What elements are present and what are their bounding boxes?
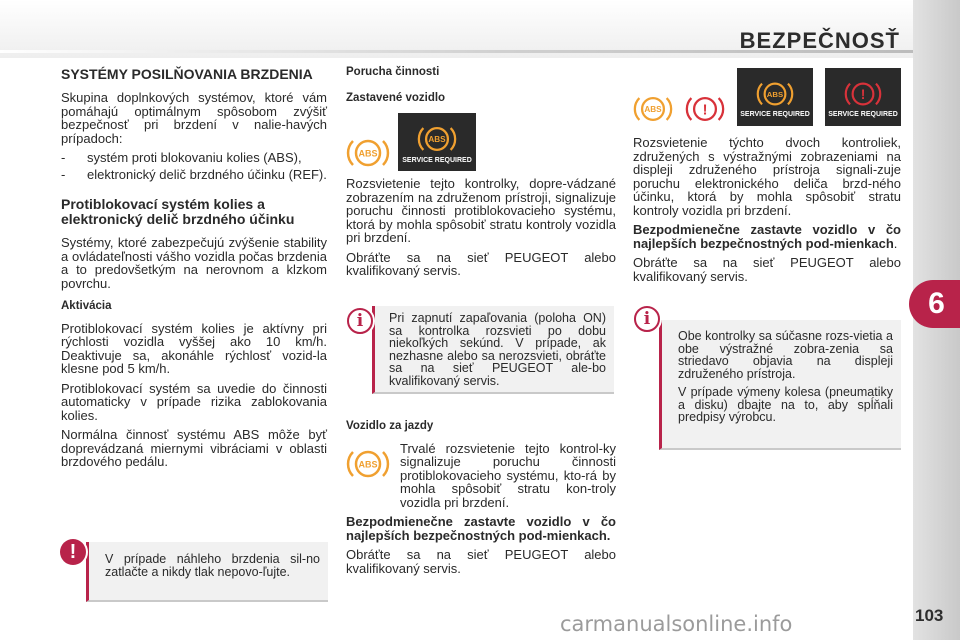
ref-icons xyxy=(633,68,901,126)
information-icon: i xyxy=(632,304,662,334)
abs-warning-icon xyxy=(633,92,673,126)
driving-paragraph-1: Trvalé rozsvietenie tejto kontrol-ky signalizuje poruchu činnosti protiblokovacieho systému, kto-rá by mohla spôsobiť stratu kon-troly vozidla pri brzdení. xyxy=(400,440,616,510)
list-item xyxy=(61,151,327,165)
warning-note xyxy=(86,542,328,602)
svg-text:ABS: ABS xyxy=(358,459,378,469)
abs-warning-icon xyxy=(417,122,457,156)
driving-bold-instruction: Bezpodmienečne zastavte vozidlo v čo najlepších bezpečnostných pod-mienkach. xyxy=(346,514,616,543)
service-required-label: SERVICE REQUIRED xyxy=(828,110,898,118)
abs-warning-icon xyxy=(346,135,390,171)
column-braking-systems xyxy=(61,66,327,475)
watermark: carmanualsonline.info xyxy=(560,612,793,636)
intro-paragraph: Skupina doplnkových systémov, ktoré vám pomáhajú optimálnym spôsobom zvýšiť bezpečnosť pri brzdení v nalie-havých prípadoch: xyxy=(61,90,327,146)
section-title: SYSTÉMY POSILŇOVANIA BRZDENIA xyxy=(61,66,313,82)
list-item-text: elektronický delič brzdného účinku (REF). xyxy=(87,166,327,182)
driving-icon-row xyxy=(346,442,616,516)
svg-text:ABS: ABS xyxy=(644,105,662,115)
activation-paragraph-3: Normálna činnosť systému ABS môže byť doprevádzaná miernymi vibráciami v oblasti brzdového pedálu. xyxy=(61,427,327,469)
info-note-text-2: V prípade výmeny kolesa (pneumatiky a disku) dbajte na to, aby spĺňali predpisy výrobcu. xyxy=(678,385,893,424)
info-note-indicators xyxy=(659,320,901,450)
list-item-text: systém proti blokovaniu kolies (ABS), xyxy=(87,150,302,165)
stopped-paragraph-2: Obráťte sa na sieť PEUGEOT alebo kvalifikovaný servis. xyxy=(346,249,616,278)
driving-heading: Vozidlo za jazdy xyxy=(346,420,434,432)
ref-paragraph-1: Rozsvietenie týchto dvoch kontroliek, združených s výstražnými zobrazeniami na displeji združeného prístroja signali-zuje poruchu elektronického deliča brzd-ného účinku, ktorá by mohla spôsobiť stratu kontroly vozidla pri brzdení. xyxy=(633,135,901,218)
service-required-abs-display xyxy=(398,113,476,171)
page-title: BEZPEČNOSŤ xyxy=(739,28,900,53)
abs-warning-icon xyxy=(346,446,390,482)
abs-warning-icon xyxy=(756,78,794,110)
driving-paragraph-2: Obráťte sa na sieť PEUGEOT alebo kvalifikovaný servis. xyxy=(346,547,616,576)
ref-bold-tail: . xyxy=(893,235,898,251)
brake-warning-icon xyxy=(844,78,882,110)
information-icon: i xyxy=(345,306,375,336)
stopped-vehicle-heading: Zastavené vozidlo xyxy=(346,91,446,104)
service-required-label: SERVICE REQUIRED xyxy=(740,110,810,118)
stopped-icons xyxy=(346,113,616,171)
ref-bold-instruction xyxy=(633,223,901,250)
exclamation-warning-icon: ! xyxy=(58,537,88,567)
column-malfunction xyxy=(346,66,616,284)
ref-bold-text: Bezpodmienečne zastavte vozidlo v čo najlepších bezpečnostných pod-mienkach xyxy=(633,222,901,251)
column-ref-system xyxy=(633,66,901,289)
info-note-text-1: Obe kontrolky sa súčasne rozs-vietia a obe výstražné zobra-zenia sa striedavo objavia na displeji združeného prístroja. xyxy=(678,329,893,381)
warning-note-text: V prípade náhleho brzdenia sil-no zatlačte a nikdy tlak nepovo-ľujte. xyxy=(105,552,320,579)
ref-paragraph-2: Obráťte sa na sieť PEUGEOT alebo kvalifikovaný servis. xyxy=(633,255,901,284)
stopped-paragraph-1: Rozsvietenie tejto kontrolky, dopre-vádzané zobrazením na združenom prístroji, signalizuje poruchu činnosti protiblokovacieho systému, ktorá by mohla spôsobiť stratu kontroly vozidla pri brzdení. xyxy=(346,176,616,245)
chapter-number: 6 xyxy=(928,287,945,320)
svg-text:ABS: ABS xyxy=(766,89,784,99)
info-note-ignition xyxy=(372,306,614,394)
svg-text:!: ! xyxy=(702,102,708,119)
bullet-dash: - xyxy=(61,166,66,182)
svg-text:ABS: ABS xyxy=(358,148,378,159)
subsection-title: Protiblokovací systém kolies a elektronický delič brzdného účinku xyxy=(61,196,295,227)
svg-text:!: ! xyxy=(860,85,866,102)
malfunction-heading: Porucha činnosti xyxy=(346,66,440,78)
service-required-brake-display xyxy=(825,68,901,126)
service-required-abs-display xyxy=(737,68,813,126)
activation-paragraph-2: Protiblokovací systém sa uvedie do činnosti automaticky v prípade rizika zablokovania kolies. xyxy=(61,380,327,423)
bullet-dash: - xyxy=(61,150,66,165)
svg-text:ABS: ABS xyxy=(428,134,446,144)
page-number: 103 xyxy=(915,606,944,625)
chapter-tab[interactable] xyxy=(909,280,960,328)
service-required-label: SERVICE REQUIRED xyxy=(402,156,472,164)
brake-warning-icon xyxy=(685,92,725,126)
column-driving xyxy=(346,420,616,581)
subsection-paragraph: Systémy, ktoré zabezpečujú zvýšenie stability a ovládateľnosti vášho vozidla počas brzdenia a to predovšetkým na nerovnom a klzkom povrchu. xyxy=(61,235,327,291)
list-item xyxy=(61,168,327,182)
activation-heading: Aktivácia xyxy=(61,300,112,312)
activation-paragraph-1: Protiblokovací systém kolies je aktívny pri rýchlosti vozidla vyššej ako 10 km/h. Deaktivuje sa, akonáhle rýchlosť vozid-la klesne pod 5 km/h. xyxy=(61,320,327,376)
info-note-text: Pri zapnutí zapaľovania (poloha ON) sa kontrolka rozsvieti po dobu niekoľkých sekúnd. V prípade, ak nezhasne alebo sa nerozsvieti, obráťte sa na sieť PEUGEOT ale-bo kvalifikovaný servis. xyxy=(389,311,606,388)
